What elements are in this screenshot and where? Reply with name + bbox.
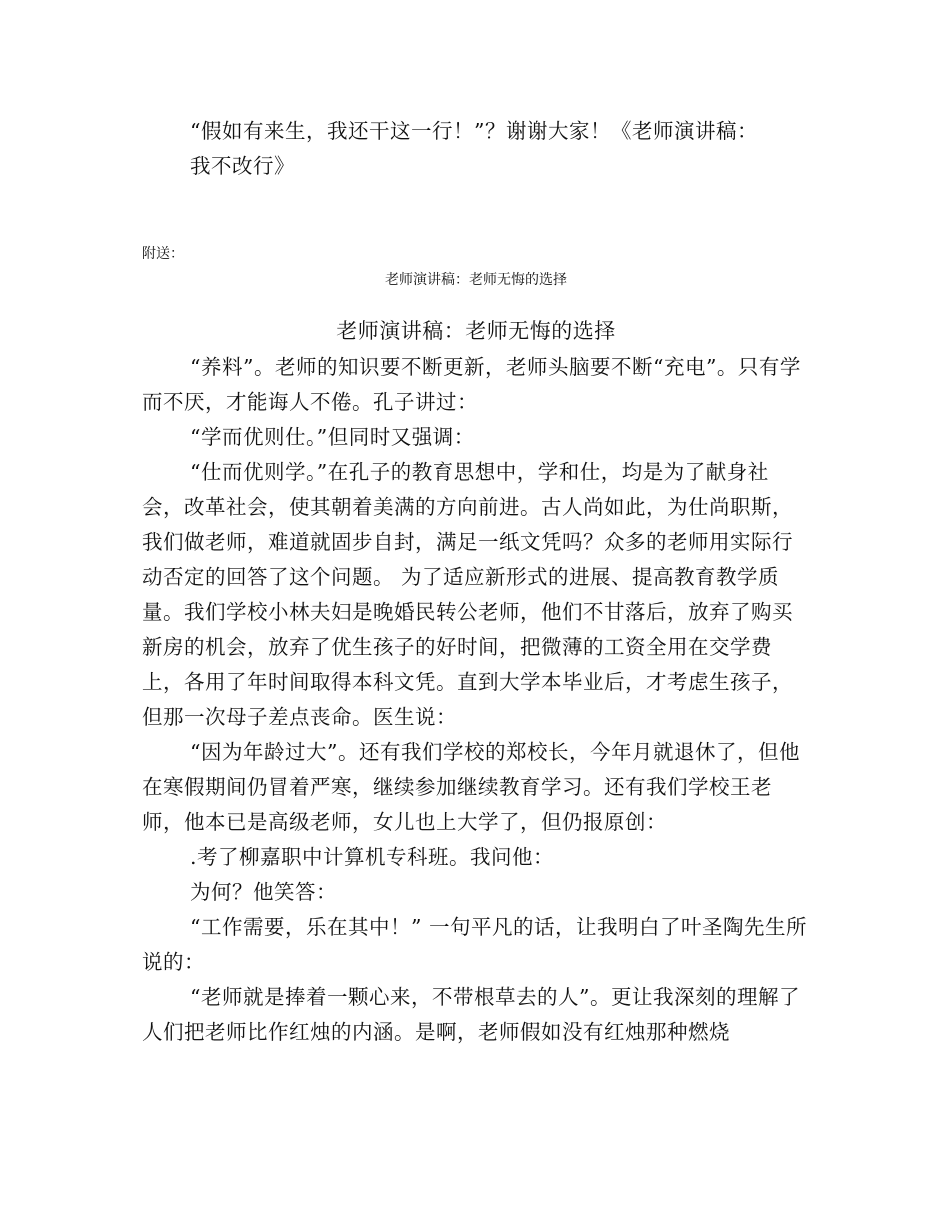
closing-section [142, 114, 810, 184]
paragraph: “学而优则仕。”但同时又强调： [190, 425, 475, 449]
paragraph: “老师就是捧着一颗心来，不带根草去的人”。更让我深刻的理解了人们把老师比作红烛的内涵。是啊，老师假如没有红烛那种燃烧 [142, 985, 800, 1044]
paragraph: “因为年龄过大”。还有我们学校的郑校长，今年月就退休了，但他在寒假期间仍冒着严寒，继续参加继续教育学习。还有我们学校王老师，他本已是高级老师，女儿也上大学了，但仍报原创： [142, 740, 800, 834]
speech-body [142, 350, 810, 1050]
paragraph: “养料”。老师的知识要不断更新，老师头脑要不断“充电”。只有学而不厌，才能诲人不倦。孔子讲过： [142, 355, 801, 414]
appendix-small-title: 老师演讲稿：老师无悔的选择 [385, 272, 567, 288]
small-title-block [142, 270, 810, 290]
paragraph: .考了柳嘉职中计算机专科班。我问他： [190, 845, 555, 869]
appendix-label-block [142, 244, 810, 264]
speech-title: 老师演讲稿：老师无悔的选择 [336, 319, 616, 343]
closing-line-1: “假如有来生，我还干这一行！”？谢谢大家！《老师演讲稿： [190, 119, 758, 143]
closing-line-2: 我不改行》 [190, 154, 295, 178]
paragraph: “工作需要，乐在其中！” 一句平凡的话，让我明白了叶圣陶先生所说的： [142, 915, 807, 974]
title-block [142, 316, 810, 346]
paragraph: “仕而优则学。”在孔子的教育思想中，学和仕，均是为了献身社会，改革社会，使其朝着美满的方向前进。古人尚如此，为仕尚职斯，我们做老师，难道就固步自封，满足一纸文凭吗？众多的老师用实际行动否定的回答了这个问题。 为了适应新形式的进展、提高教育教学质量。我们学校小林夫妇是晚婚民转公老师，他们不甘落后，放弃了购买新房的机会，放弃了优生孩子的好时间，把微薄的工资全用在交学费上，各用了年时间取得本科文凭。直到大学本毕业后，才考虑生孩子，但那一次母子差点丧命。医生说： [142, 460, 793, 729]
appendix-label: 附送： [142, 246, 184, 262]
paragraph: 为何？他笑答： [190, 880, 337, 904]
